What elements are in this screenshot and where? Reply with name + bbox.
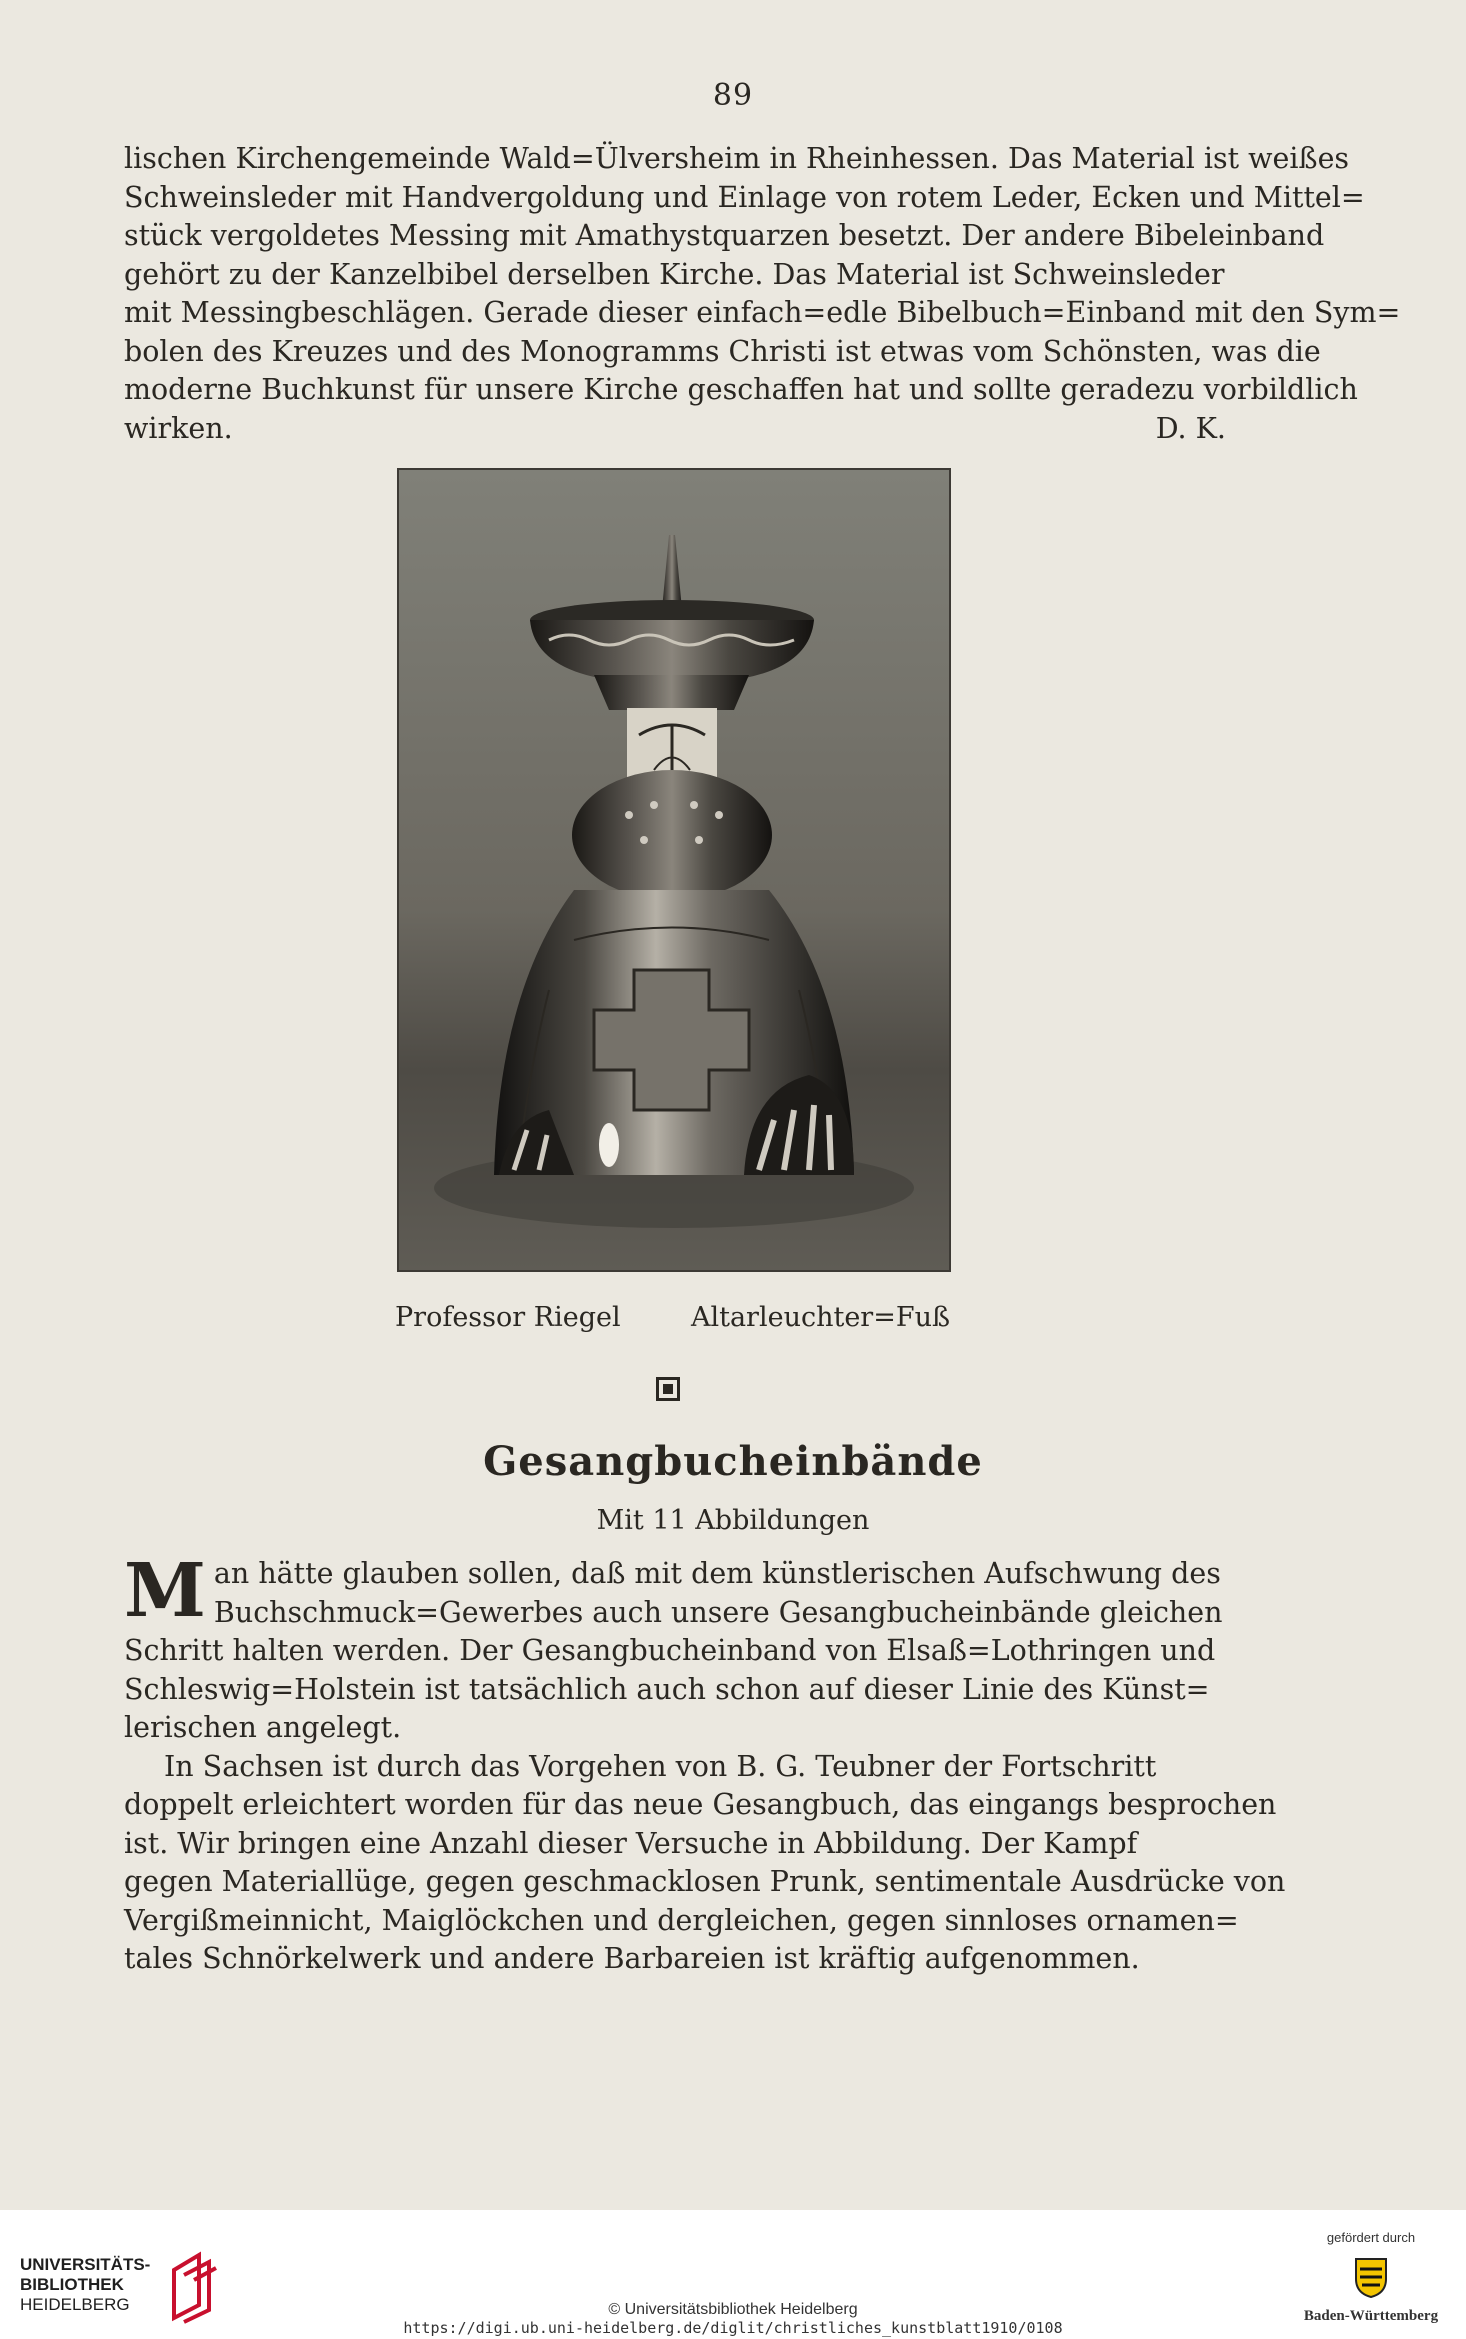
state-crest-icon bbox=[1348, 2253, 1394, 2299]
text-line: Vergißmeinnicht, Maiglöckchen und dergleichen, gegen sinnloses ornamen= bbox=[124, 1903, 1239, 1937]
top-paragraph bbox=[124, 140, 1401, 448]
text-line: gegen Materiallüge, gegen geschmacklosen Prunk, sentimentale Ausdrücke von bbox=[124, 1865, 1286, 1898]
drop-cap: M bbox=[124, 1548, 206, 1634]
copyright-text: © Universitätsbibliothek Heidelberg bbox=[608, 2301, 858, 2318]
candlestick-illustration bbox=[399, 470, 949, 1270]
signature-line bbox=[124, 410, 1226, 449]
source-url-link[interactable]: https://digi.ub.uni-heidelberg.de/diglit/christliches_kunstblatt1910/0108 bbox=[403, 2319, 1063, 2337]
text-line: an hätte glauben sollen, daß mit dem künstlerischen Aufschwung des bbox=[213, 1557, 1221, 1590]
text-line: Buchschmuck=Gewerbes auch unsere Gesangbucheinbände gleichen bbox=[213, 1595, 1223, 1629]
section-subheading: Mit 11 Abbildungen bbox=[596, 1505, 870, 1536]
text-line: doppelt erleichtert worden für das neue Gesangbuch, das eingangs besprochen bbox=[124, 1788, 1277, 1821]
author-signature: D. K. bbox=[1155, 411, 1226, 445]
body-text bbox=[124, 1548, 1286, 1979]
candlestick-photograph bbox=[397, 468, 951, 1272]
section-heading: Gesangbucheinbände bbox=[483, 1438, 983, 1485]
text-line: moderne Buchkunst für unsere Kirche geschaffen hat und sollte geradezu vorbildlich bbox=[124, 373, 1358, 406]
text-line: Schweinsleder mit Handvergoldung und Einlage von rotem Leder, Ecken und Mittel= bbox=[124, 180, 1365, 214]
page-number: 89 bbox=[712, 78, 754, 113]
text-line: bolen des Kreuzes und des Monogramms Christi ist etwas vom Schönsten, was die bbox=[124, 334, 1321, 368]
text-line: tales Schnörkelwerk und andere Barbareien ist kräftig aufgenommen. bbox=[124, 1942, 1140, 1975]
text-line: Schleswig=Holstein ist tatsächlich auch schon auf dieser Linie des Künst= bbox=[124, 1672, 1210, 1706]
library-name: UNIVERSITÄTS- BIBLIOTHEK HEIDELBERG bbox=[20, 2255, 151, 2314]
caption-title: Altarleuchter=Fuß bbox=[690, 1302, 950, 1333]
text-line: gehört zu der Kanzelbibel derselben Kirche. Das Material ist Schweinsleder bbox=[124, 257, 1225, 291]
text-line: Schritt halten werden. Der Gesangbucheinband von Elsaß=Lothringen und bbox=[124, 1634, 1216, 1667]
text-line: lerischen angelegt. bbox=[124, 1711, 402, 1744]
text-line: stück vergoldetes Messing mit Amathystquarzen besetzt. Der andere Bibeleinband bbox=[124, 219, 1325, 252]
text-line: wirken. bbox=[124, 411, 233, 445]
figure-caption bbox=[395, 1302, 950, 1333]
caption-author: Professor Riegel bbox=[395, 1302, 621, 1333]
text-line: mit Messingbeschlägen. Gerade dieser einfach=edle Bibelbuch=Einband mit den Sym= bbox=[124, 296, 1401, 329]
sponsor-label: gefördert durch bbox=[1326, 2230, 1416, 2245]
sponsor-name: Baden-Württemberg bbox=[1303, 2308, 1439, 2324]
text-line: ist. Wir bringen eine Anzahl dieser Versuche in Abbildung. Der Kampf bbox=[124, 1826, 1138, 1860]
text-line: In Sachsen ist durch das Vorgehen von B. G. Teubner der Fortschritt bbox=[164, 1749, 1157, 1783]
sponsor bbox=[1296, 2230, 1446, 2325]
text-line: lischen Kirchengemeinde Wald=Ülversheim in Rheinhessen. Das Material ist weißes bbox=[124, 142, 1350, 175]
footer bbox=[0, 2210, 1466, 2339]
section-ornament-icon bbox=[656, 1377, 680, 1401]
